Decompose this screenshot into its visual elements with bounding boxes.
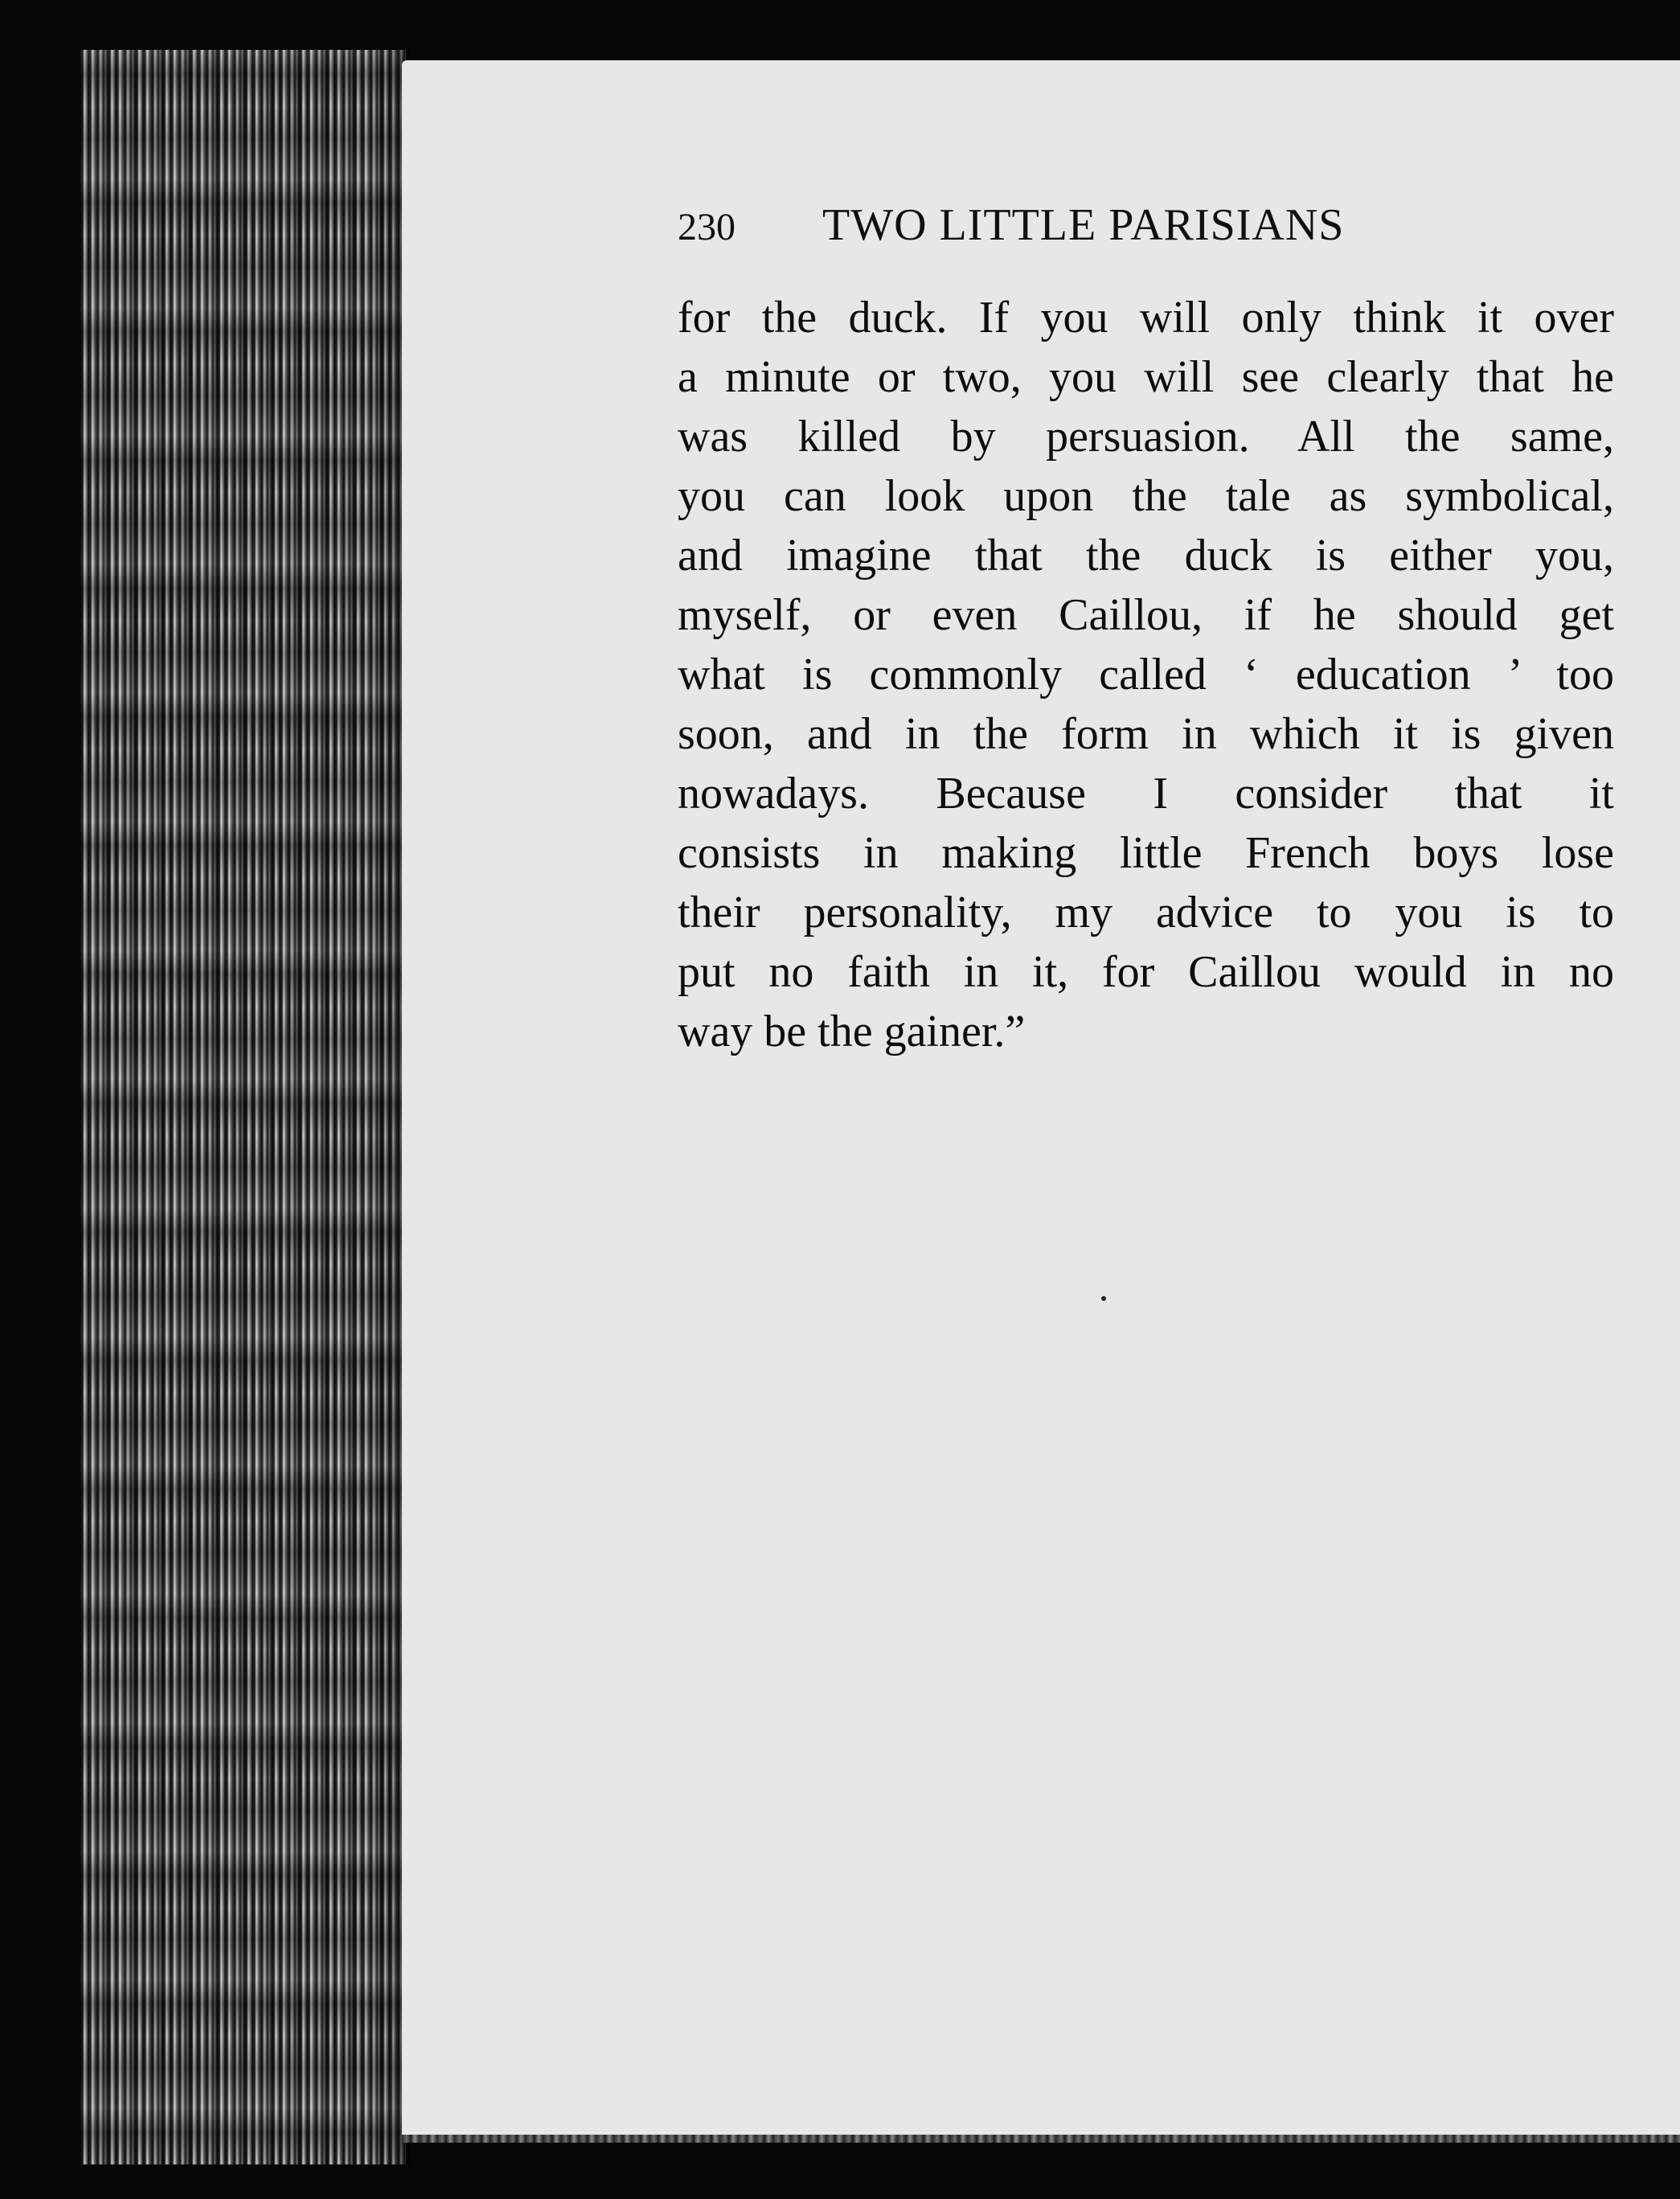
body-text bbox=[678, 288, 1614, 1061]
text-line: consists in making little French boys lose bbox=[678, 828, 1614, 878]
text-line: way be the gainer.” bbox=[678, 1007, 1026, 1056]
text-line: you can look upon the tale as symbolical, bbox=[678, 471, 1614, 521]
page-bottom-edge bbox=[402, 2135, 1680, 2143]
text-line: for the duck. If you will only think it over bbox=[678, 293, 1614, 343]
text-line: put no faith in it, for Caillou would in no bbox=[678, 947, 1614, 997]
text-line: and imagine that the duck is either you, bbox=[678, 531, 1614, 581]
text-line: soon, and in the form in which it is given bbox=[678, 709, 1614, 759]
text-line: nowadays. Because I consider that it bbox=[678, 769, 1614, 818]
ink-speck bbox=[1101, 1296, 1106, 1301]
running-head bbox=[678, 199, 1481, 264]
book-fore-edge bbox=[80, 50, 406, 2164]
text-line: what is commonly called ‘ education ’ too bbox=[678, 650, 1614, 699]
page-number: 230 bbox=[678, 206, 736, 248]
text-line: their personality, my advice to you is to bbox=[678, 888, 1614, 937]
running-title: TWO LITTLE PARISIANS bbox=[822, 200, 1345, 250]
text-line: a minute or two, you will see clearly that he bbox=[678, 352, 1614, 402]
text-line: myself, or even Caillou, if he should get bbox=[678, 590, 1614, 640]
text-line: was killed by persuasion. All the same, bbox=[678, 412, 1614, 462]
